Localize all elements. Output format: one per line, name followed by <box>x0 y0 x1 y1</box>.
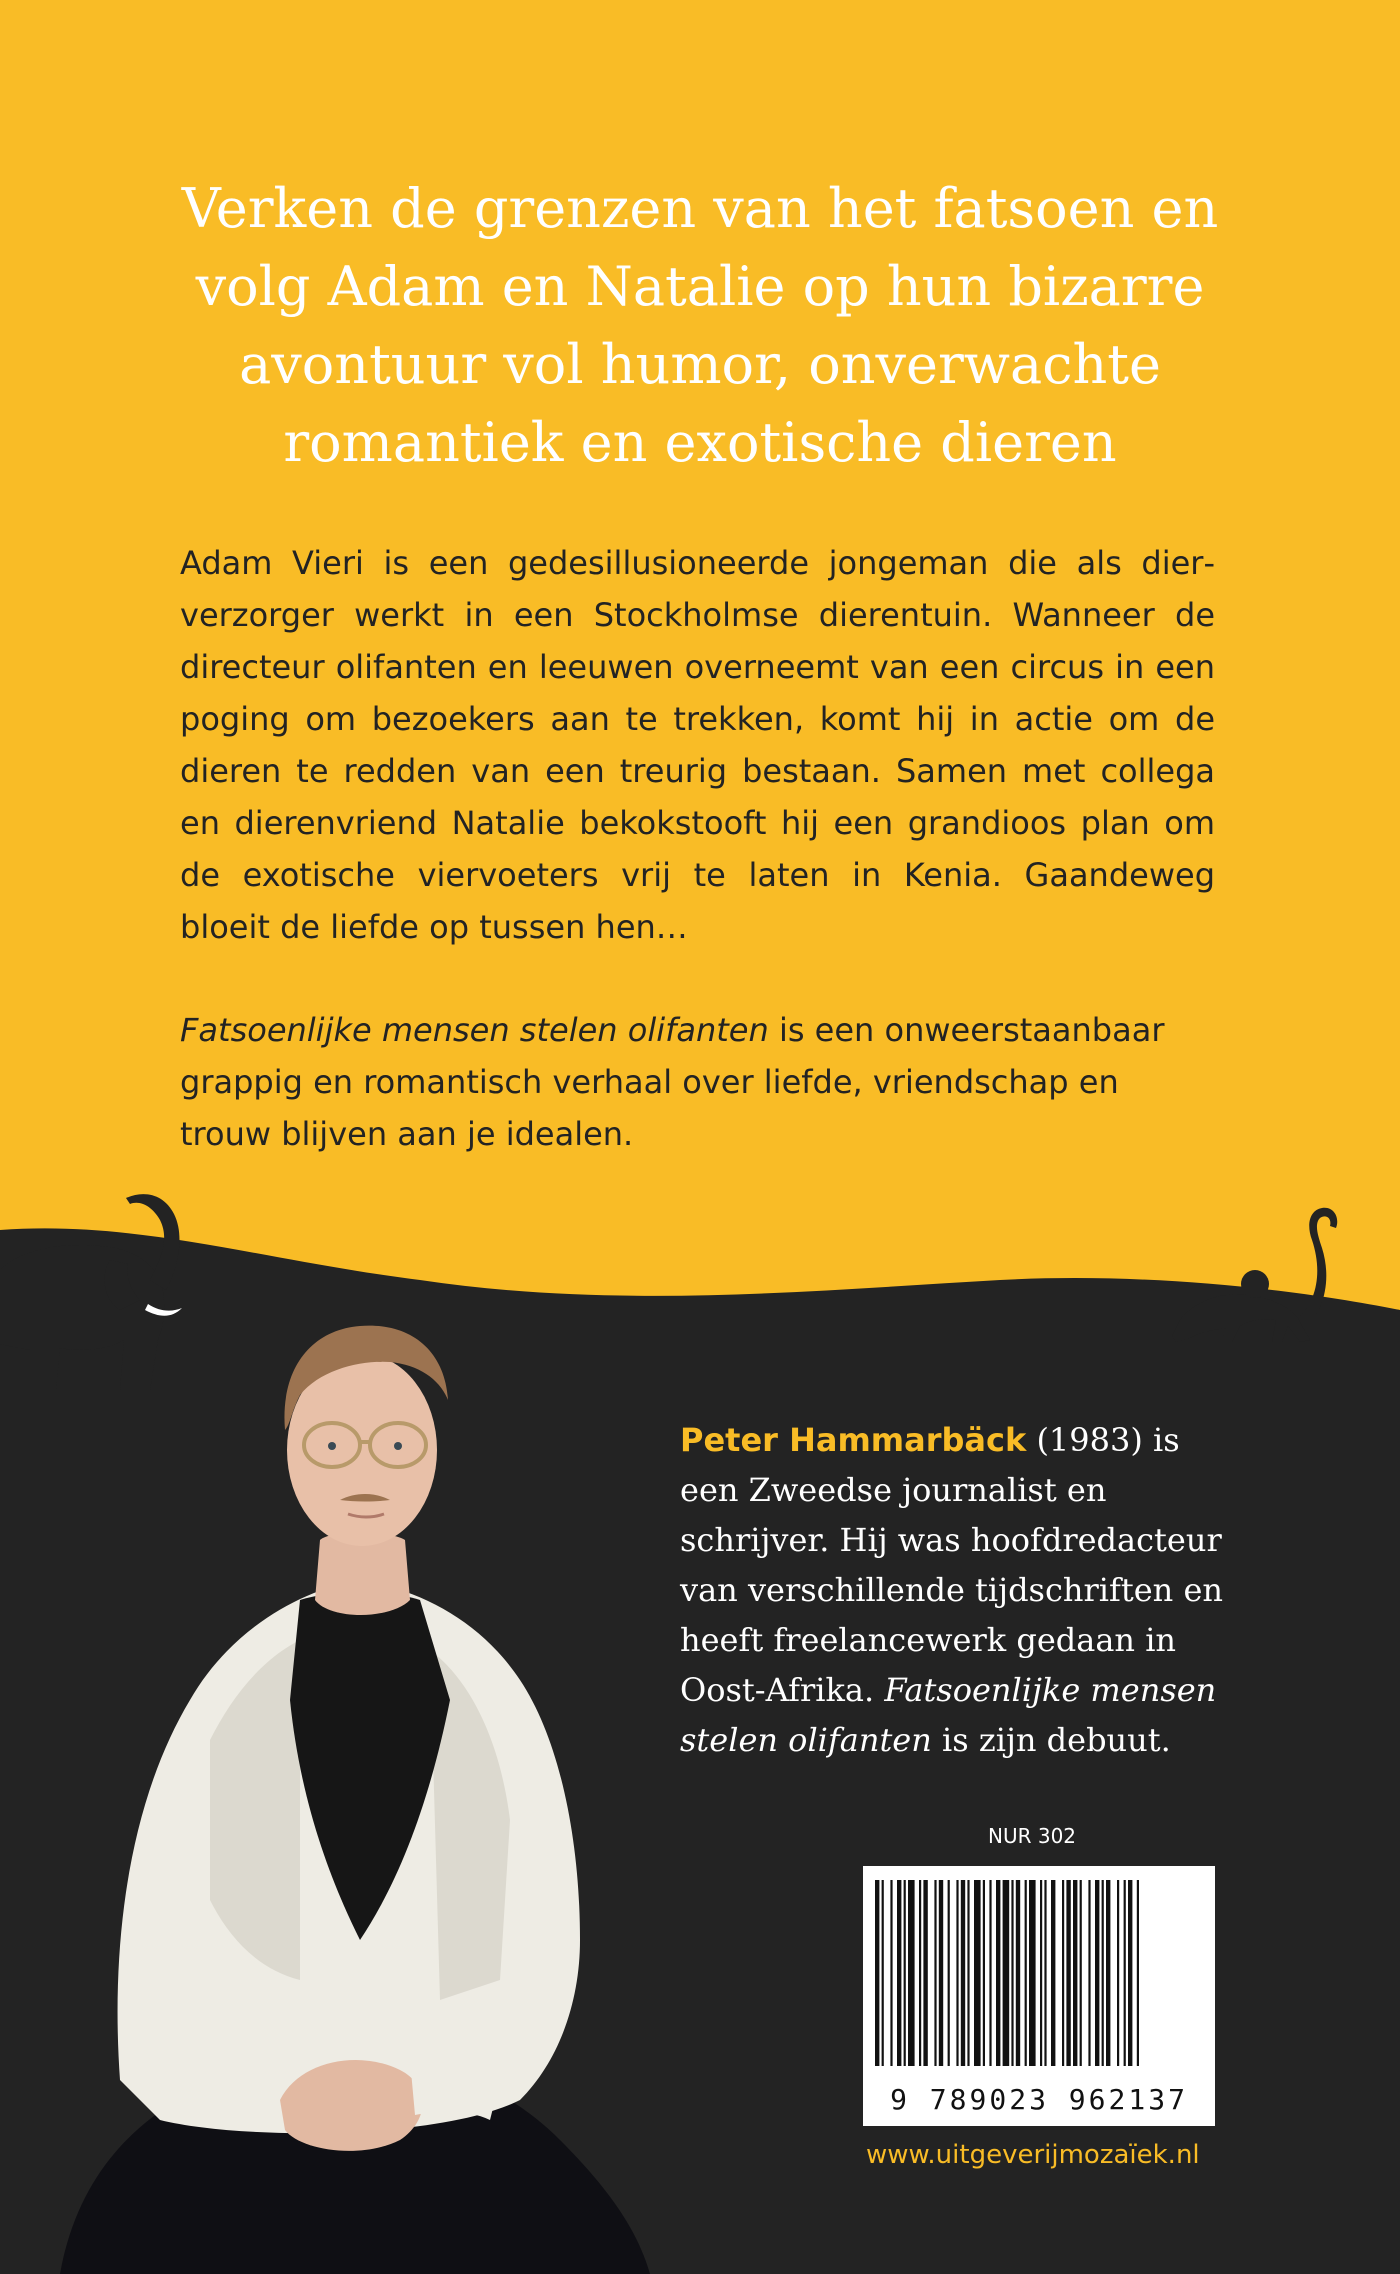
book-title-italic: Fatsoenlijke mensen stelen olifanten <box>180 1011 769 1049</box>
barcode-bar <box>961 1880 965 2066</box>
tagline-line: Verken de grenzen van het fatsoen en <box>181 177 1219 240</box>
barcode-bar <box>948 1880 950 2066</box>
barcode-bar <box>1029 1880 1036 2066</box>
barcode-bar <box>1011 1880 1013 2066</box>
tagline-line: avontuur vol humor, onverwachte <box>239 333 1161 396</box>
barcode-bar <box>934 1880 936 2066</box>
barcode-bar <box>983 1880 985 2066</box>
isbn-barcode <box>863 1866 1215 2126</box>
tagline <box>180 170 1220 482</box>
barcode-bar <box>1124 1880 1126 2066</box>
barcode-bar <box>897 1880 901 2066</box>
blurb-paragraph: Adam Vieri is een gedesillusioneerde jongeman die als dierverzorger werkt in een Stockholmse dierentuin. Wanneer de directeur olifanten en leeuwen overneemt van een circus in een poging om bezoekers aan te trekken, komt hij in actie om de dieren te redden van een treurig bestaan. Samen met collega en dierenvriend Natalie bekokstooft hij een grandioos plan om de exotische viervoeters vrij te laten in Kenia. Gaandeweg bloeit de liefde op tussen hen… <box>180 544 1215 946</box>
barcode-bars <box>863 1866 1215 2076</box>
nur-code: NUR 302 <box>988 1824 1077 1848</box>
tagline-line: romantiek en exotische dieren <box>283 411 1117 474</box>
barcode-bar <box>1095 1880 1099 2066</box>
author-name: Peter Hammarbäck <box>680 1421 1027 1459</box>
barcode-bar <box>923 1880 927 2066</box>
barcode-bar <box>1106 1880 1110 2066</box>
blurb-paragraph-2 <box>180 1004 1215 1160</box>
author-years: (1983) <box>1026 1421 1143 1459</box>
barcode-bar <box>882 1880 884 2066</box>
barcode-bar <box>939 1880 943 2066</box>
author-bio-text: is zijn debuut. <box>931 1721 1171 1759</box>
barcode-bar <box>1128 1880 1132 2066</box>
barcode-bar <box>1066 1880 1070 2066</box>
publisher-website[interactable]: www.uitgeverijmozaïek.nl <box>866 2140 1200 2170</box>
barcode-bar <box>956 1880 958 2066</box>
barcode-bar <box>989 1880 991 2066</box>
barcode-bar <box>1080 1880 1082 2066</box>
barcode-bar <box>1003 1880 1010 2066</box>
barcode-bar <box>1062 1880 1064 2066</box>
isbn-digits: 9 789023 962137 <box>890 2083 1188 2116</box>
barcode-bar <box>908 1880 915 2066</box>
book-title-italic: Fatsoenlijke mensen stelen olifanten <box>680 1671 1217 1759</box>
barcode-bar <box>919 1880 921 2066</box>
barcode-bar <box>1088 1880 1090 2066</box>
barcode-bar <box>875 1880 879 2066</box>
barcode-bar <box>974 1880 981 2066</box>
author-bio <box>680 1415 1240 1765</box>
barcode-bar <box>967 1880 969 2066</box>
barcode-bar <box>1102 1880 1104 2066</box>
barcode-bar <box>1117 1880 1119 2066</box>
barcode-bar <box>996 1880 1000 2066</box>
barcode-bar <box>890 1880 892 2066</box>
barcode-bar <box>1040 1880 1042 2066</box>
barcode-bar <box>1051 1880 1055 2066</box>
barcode-bar <box>1073 1880 1077 2066</box>
barcode-bar <box>1137 1880 1139 2066</box>
barcode-bar <box>1044 1880 1046 2066</box>
barcode-bar <box>1025 1880 1027 2066</box>
tagline-line: volg Adam en Natalie op hun bizarre <box>195 255 1205 318</box>
author-bio-text: is een Zweedse journalist en schrijver. Hij was hoofdredacteur van verschillende tijdschriften en heeft freelancewerk gedaan in Oost-Afrika. <box>680 1421 1223 1709</box>
barcode-bar <box>904 1880 906 2066</box>
barcode-bar <box>1016 1880 1020 2066</box>
blurb-text: is een onweerstaanbaar grappig en romantisch verhaal over liefde, vriendschap en trouw blijven aan je idealen. <box>180 1011 1165 1153</box>
